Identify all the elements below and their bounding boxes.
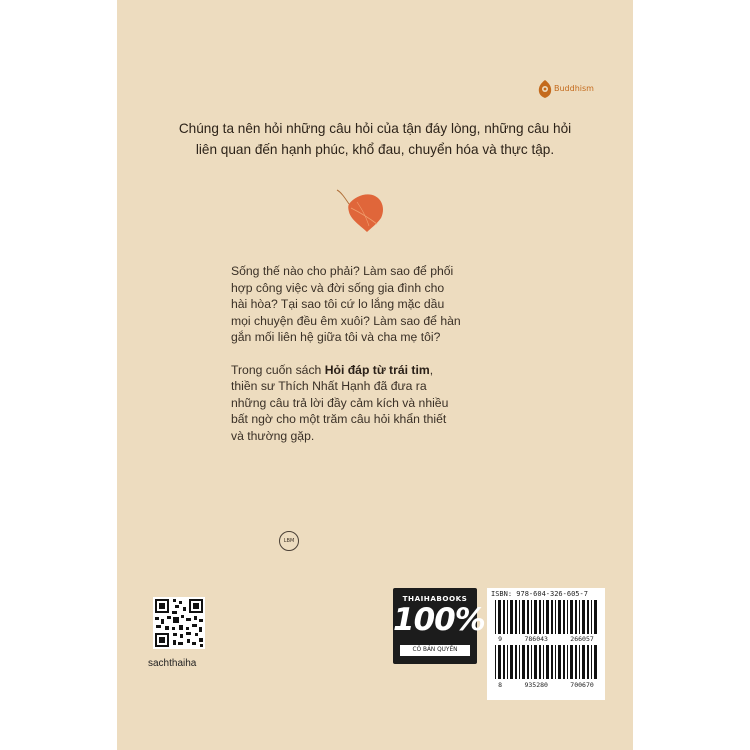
text-line: , [429,362,434,377]
text-line: bất ngờ cho một trăm câu hỏi khẩn thiết [231,412,447,426]
barcode-top [495,600,597,634]
text-line: thiền sư Thích Nhất Hạnh đã đưa ra [231,379,427,393]
badge-subtitle: CÓ BẢN QUYỀN [400,645,470,656]
copyright-badge [393,588,485,664]
text-line: Sống thế nào cho phải? Làm sao để phối [231,264,454,278]
description-paragraph-1 [231,263,486,346]
text-line: những câu trả lời đầy cảm kích và nhiều [231,395,449,410]
book-description [231,263,486,460]
barcode-digit: 700670 [570,681,594,689]
barcode-digit: 266057 [570,635,594,643]
imprint-mark: LBM [279,531,299,551]
quote-line: liên quan đến hạnh phúc, khổ đau, chuyển hóa và thực tập. [195,142,555,157]
barcode-digit: 9 [498,635,503,643]
book-title-inline: Hỏi đáp từ trái tim [324,362,430,377]
barcode-bottom-digits [487,681,605,689]
barcode-digit: 935280 [524,681,548,689]
isbn-label: ISBN: 978-604-326-605-7 [491,590,588,598]
isbn-barcode-box [487,588,605,700]
text-line: hài hòa? Tại sao tôi cứ lo lắng mặc dầu [231,297,445,311]
cover-quote [117,118,633,160]
badge-number: 100% [393,602,485,638]
book-back-cover [117,0,633,750]
bodhi-leaf-icon [537,79,553,99]
qr-caption: sachthaiha [148,658,197,669]
text-line: và thường gặp. [231,428,315,443]
barcode-digit: 8 [498,681,503,689]
qr-code [153,597,205,649]
falling-bodhi-leaf-icon [335,186,387,234]
description-paragraph-2 [231,362,486,445]
text-line: Trong cuốn sách [231,362,325,377]
text-line: mọi chuyện đều êm xuôi? Làm sao để hàn [231,313,461,328]
barcode-digit: 786043 [524,635,548,643]
badge-brand: THAIHABOOKS [402,594,468,603]
text-line: gắn mối liên hệ giữa tôi và cha mẹ tôi? [231,330,441,344]
barcode-bottom [495,645,597,679]
text-line: hợp công việc và đời sống gia đình cho [231,280,445,295]
publisher-logo-text: Buddhism [554,84,594,93]
publisher-logo [537,79,617,103]
quote-line: Chúng ta nên hỏi những câu hỏi của tận đáy lòng, những câu hỏi [178,121,572,136]
barcode-top-digits [487,635,605,643]
